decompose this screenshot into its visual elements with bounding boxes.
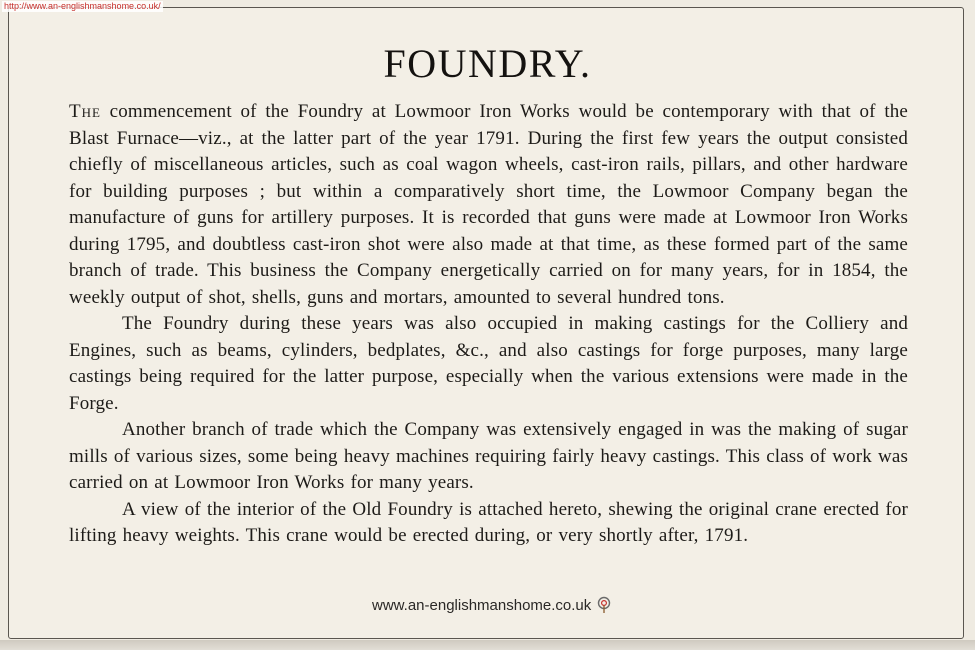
- paragraph-1-lead: The: [69, 101, 101, 122]
- page-title: FOUNDRY.: [383, 41, 592, 86]
- paragraph-4: A view of the interior of the Old Foundry is attached hereto, shewing the original crane erected for lifting heavy weights. This crane would be erected during, or very shortly after, 1791.: [69, 498, 908, 546]
- paragraph-3: Another branch of trade which the Company was extensively engaged in was the making of sugar mills of various sizes, some being heavy machines requiring fairly heavy castings. This class of work was carried on at Lowmoor Iron Works for many years.: [69, 419, 908, 493]
- paragraph-1: [69, 99, 908, 311]
- body-text: [69, 99, 908, 550]
- watermark-text: www.an-englishmanshome.co.uk: [372, 596, 592, 614]
- page-bottom-edge: [0, 640, 975, 650]
- source-url-label[interactable]: http://www.an-englishmanshome.co.uk/: [4, 1, 161, 11]
- watermark: [372, 596, 611, 614]
- spoon-logo-icon: [597, 596, 611, 614]
- paragraph-1-text: commencement of the Foundry at Lowmoor Iron Works would be contemporary with that of the Blast Furnace—viz., at the latter part of the year 1791. During the first few years the output consisted chiefly of miscellaneous articles, such as coal wagon wheels, cast-iron rails, pillars, and other hardware for building purposes ; but within a comparatively short time, the Lowmoor Company began the manufacture of guns for artillery purposes. It is recorded that guns were made at Lowmoor Iron Works during 1795, and doubtless cast-iron shot were also made at that time, as these formed part of the same branch of trade. This business the Company energetically carried on for many years, for in 1854, the weekly output of shot, shells, guns and mortars, amounted to several hundred tons.: [69, 101, 908, 308]
- paragraph-2: The Foundry during these years was also occupied in making castings for the Colliery and Engines, such as beams, cylinders, bedplates, &c., and also castings for forge purposes, many large castings being required for the latter purpose, especially when the various extensions were made in the Forge.: [69, 313, 908, 414]
